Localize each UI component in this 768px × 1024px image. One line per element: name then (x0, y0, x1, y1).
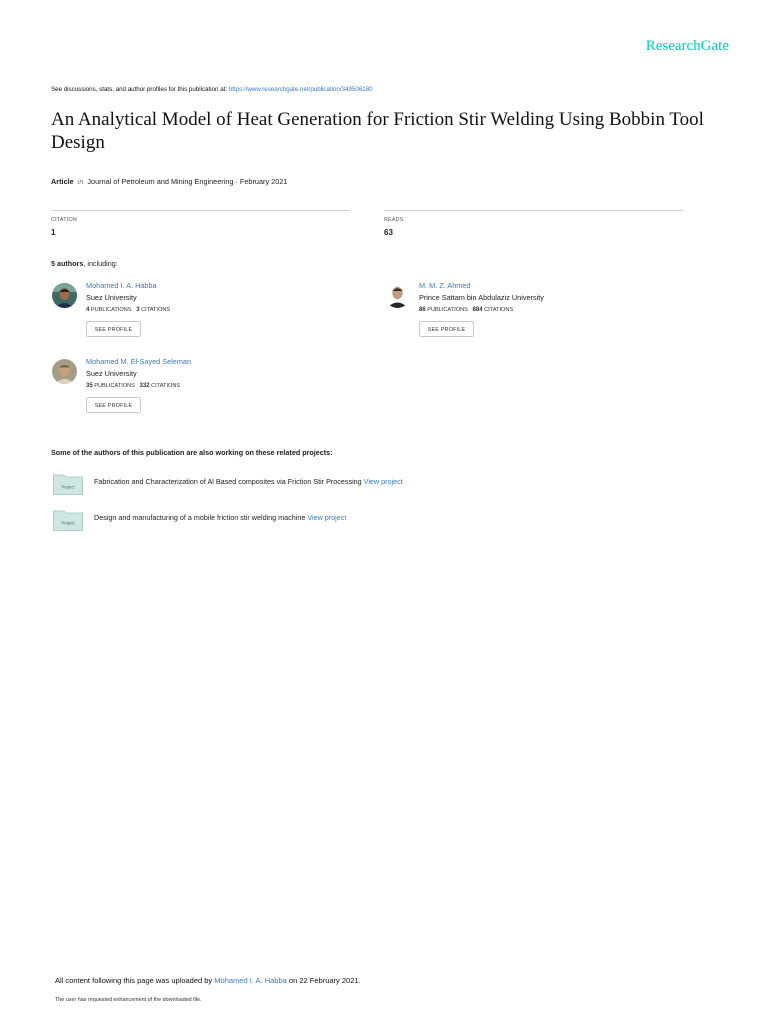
publication-title: An Analytical Model of Heat Generation for Friction Stir Welding Using Bobbin Tool Design (51, 109, 704, 153)
upload-date: on 22 February 2021. (288, 976, 361, 985)
project-folder-icon[interactable] (53, 473, 83, 495)
project-folder-icon[interactable] (53, 509, 83, 531)
citations-label: CITATIONS (484, 307, 514, 313)
citation-divider (51, 210, 350, 211)
project-title: Design and manufacturing of a mobile friction stir welding machine (94, 513, 306, 522)
project-description (94, 513, 346, 522)
journal-info: Journal of Petroleum and Mining Engineering · February 2021 (87, 177, 288, 186)
publications-count: 35 (86, 383, 93, 389)
discussion-note (51, 86, 373, 93)
project-title: Fabrication and Characterization of Al Based composites via Friction Stir Processing (94, 477, 362, 486)
related-projects-heading: Some of the authors of this publication are also working on these related projects: (51, 448, 333, 457)
publication-url-link[interactable]: https://www.researchgate.net/publication/349506180 (228, 86, 373, 93)
in-label: in (77, 177, 84, 186)
publication-type: Article (51, 177, 74, 186)
folder-label: Project (61, 484, 75, 490)
publications-label: PUBLICATIONS (427, 307, 468, 313)
citations-count: 3 (136, 307, 140, 313)
upload-prefix: All content following this page was uploaded by (55, 976, 213, 985)
author-name-link[interactable]: Mohamed M. El-Sayed Seleman (86, 357, 192, 366)
researchgate-logo[interactable]: ResearchGate (645, 38, 729, 54)
author-name-link[interactable]: Mohamed I. A. Habba (86, 281, 157, 290)
publications-count: 86 (419, 307, 426, 313)
author-name-link[interactable]: M. M. Z. Ahmed (419, 281, 471, 290)
publication-meta (51, 177, 287, 186)
author-avatar[interactable] (52, 359, 77, 384)
view-project-link[interactable]: View project (363, 477, 403, 486)
uploader-link[interactable]: Mohamed I. A. Habba (214, 976, 287, 985)
upload-note (55, 976, 361, 985)
project-description (94, 477, 403, 486)
reads-count: 63 (384, 228, 393, 237)
see-profile-button[interactable]: SEE PROFILE (86, 321, 141, 337)
authors-heading (51, 259, 118, 268)
authors-suffix: , including: (83, 259, 118, 268)
see-profile-button[interactable]: SEE PROFILE (86, 397, 141, 413)
publications-count: 4 (86, 307, 90, 313)
citations-label: CITATIONS (151, 383, 181, 389)
reads-divider (384, 210, 683, 211)
see-profile-button[interactable]: SEE PROFILE (419, 321, 474, 337)
folder-label: Project (61, 520, 75, 526)
enhancement-note: The user has requested enhancement of the downloaded file. (55, 997, 202, 1003)
author-affiliation: Suez University (86, 369, 137, 378)
reads-label: READS (384, 217, 404, 223)
author-stats (86, 307, 170, 313)
author-affiliation: Prince Sattam bin Abdulaziz University (419, 293, 544, 302)
citations-count: 332 (139, 383, 150, 389)
author-affiliation: Suez University (86, 293, 137, 302)
author-stats (419, 307, 513, 313)
citation-label: CITATION (51, 217, 77, 223)
citations-count: 884 (472, 307, 483, 313)
citations-label: CITATIONS (141, 307, 171, 313)
discussion-prefix: See discussions, stats, and author profiles for this publication at: (51, 86, 228, 93)
view-project-link[interactable]: View project (307, 513, 347, 522)
publications-label: PUBLICATIONS (90, 307, 132, 313)
author-stats (86, 383, 180, 389)
author-avatar[interactable] (385, 283, 410, 308)
authors-count: 5 authors (51, 259, 84, 268)
citation-count: 1 (51, 228, 56, 237)
author-avatar[interactable] (52, 283, 77, 308)
publications-label: PUBLICATIONS (94, 383, 135, 389)
